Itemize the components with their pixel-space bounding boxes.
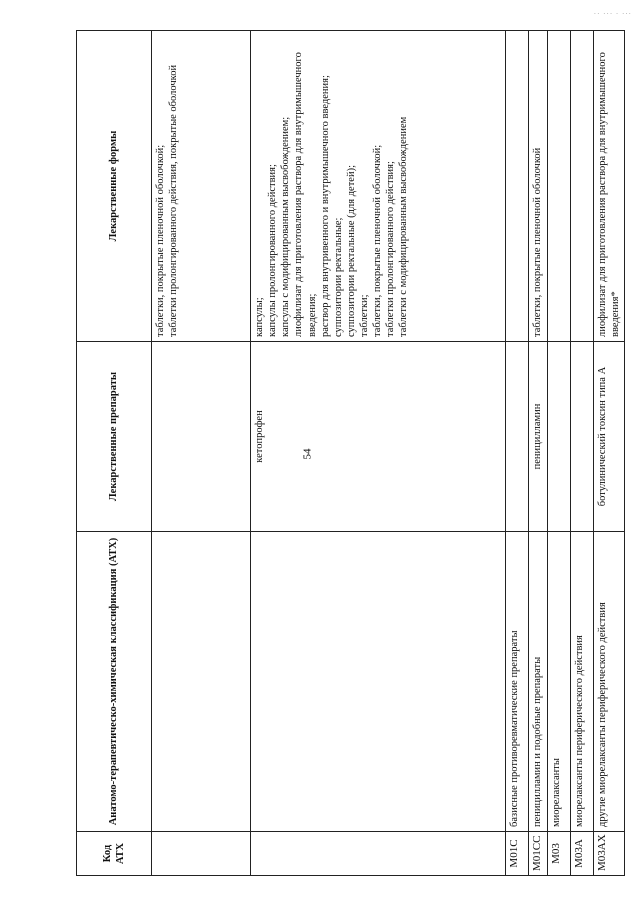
code-cell [152, 832, 251, 876]
header-class: Анатомо-терапевтическо-химическая классификация (АТХ) [77, 532, 152, 832]
drug-cell: кетопрофен [251, 342, 506, 532]
form-item: капсулы с модифицированным высвобождением; [280, 116, 292, 337]
table-row [547, 31, 570, 876]
form-item: лиофилизат для приготовления раствора для внутримышечного введения* [596, 52, 621, 337]
forms-cell [593, 31, 624, 342]
table-row [251, 31, 506, 876]
code-cell: M03 [547, 832, 570, 876]
code-cell: M01C [506, 832, 529, 876]
forms-cell [570, 31, 593, 342]
header-drugs: Лекарственные препараты [77, 342, 152, 532]
drug-cell: пеницилламин [529, 342, 548, 532]
forms-cell [529, 31, 548, 342]
code-cell: M03A [570, 832, 593, 876]
form-item: раствор для внутривенного и внутримышечного введения; [319, 75, 331, 337]
form-item: суппозитории ректальные; [332, 217, 344, 337]
form-item: капсулы; [254, 297, 265, 337]
class-cell: пеницилламин и подобные препараты [529, 532, 548, 832]
class-cell [251, 532, 506, 832]
header-code: Код АТХ [77, 832, 152, 876]
drug-cell [152, 342, 251, 532]
table-row [152, 31, 251, 876]
table-body [152, 31, 625, 876]
table-header-row [77, 31, 152, 876]
atx-table [76, 30, 625, 876]
class-cell: другие миорелаксанты периферического действия [593, 532, 624, 832]
class-cell [152, 532, 251, 832]
corner-mark: ·· ··· · ··· [593, 10, 632, 18]
table-row [570, 31, 593, 876]
form-item: таблетки, покрытые пленочной оболочкой; [372, 144, 384, 337]
class-cell: миорелаксанты [547, 532, 570, 832]
form-item: таблетки, покрытые пленочной оболочкой; [155, 144, 166, 337]
class-cell: миорелаксанты периферического действия [570, 532, 593, 832]
forms-cell [506, 31, 529, 342]
rotated-table-wrapper [76, 31, 621, 876]
form-item: таблетки; [359, 294, 370, 337]
class-cell: базисные противоревматические препараты [506, 532, 529, 832]
forms-cell [152, 31, 251, 342]
drug-cell [506, 342, 529, 532]
drug-cell [570, 342, 593, 532]
form-item: суппозитории ректальные (для детей); [345, 165, 357, 337]
page-number: 54 [301, 448, 314, 460]
header-forms: Лекарственные формы [77, 31, 152, 342]
form-item: таблетки, покрытые пленочной оболочкой [532, 147, 543, 337]
code-cell: M01CC [529, 832, 548, 876]
code-cell: M03AX [593, 832, 624, 876]
code-cell [251, 832, 506, 876]
form-item: лиофилизат для приготовления раствора для внутримышечного введения; [293, 52, 318, 337]
form-item: капсулы пролонгированного действия; [267, 164, 279, 337]
form-item: таблетки пролонгированного действия, покрытые оболочкой [168, 64, 180, 337]
drug-cell [547, 342, 570, 532]
table-row [593, 31, 624, 876]
form-item: таблетки с модифицированным высвобождением [398, 116, 410, 337]
forms-cell [547, 31, 570, 342]
form-item: таблетки пролонгированного действия; [385, 161, 397, 337]
table-row [529, 31, 548, 876]
drug-cell: ботулинический токсин типа A [593, 342, 624, 532]
forms-cell [251, 31, 506, 342]
table-row [506, 31, 529, 876]
